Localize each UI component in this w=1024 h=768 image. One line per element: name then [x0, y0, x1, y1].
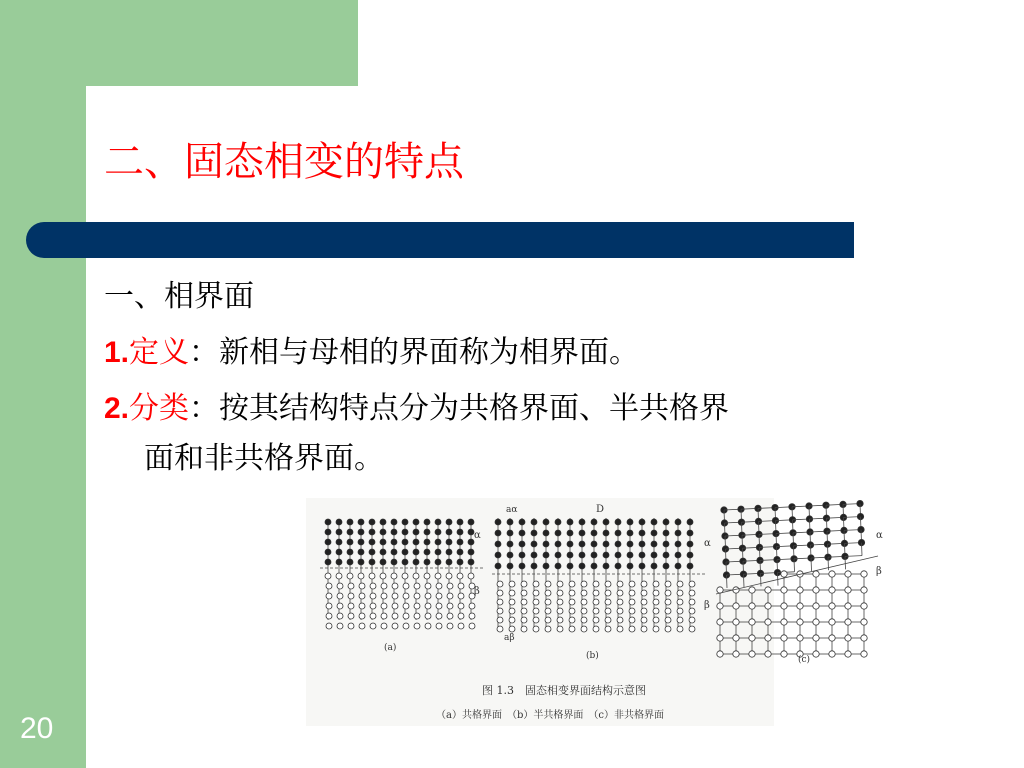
panel-label-c: (c) — [798, 655, 811, 665]
beta-label-a: β — [474, 586, 480, 597]
beta-label-c: β — [876, 566, 882, 577]
figure-subcaption: （a）共格界面 （b）半共格界面 （c）非共格界面 — [436, 710, 664, 721]
item-text: 按其结构特点分为共格界面、半共格界 — [219, 391, 730, 426]
item-colon: ： — [189, 335, 220, 370]
beta-label-b: β — [704, 600, 710, 611]
D-label: D — [596, 504, 605, 515]
alpha-label-a: α — [474, 530, 481, 541]
item-colon: ： — [189, 391, 220, 426]
alpha-label-b: α — [704, 538, 711, 549]
page-number: 20 — [20, 712, 54, 745]
item-label: 定义 — [129, 335, 190, 370]
a-beta-label: aβ — [504, 633, 515, 643]
item-label: 分类 — [129, 391, 190, 426]
panel-label-a: (a) — [384, 643, 397, 653]
left-green-band — [0, 0, 86, 768]
definition-line — [104, 335, 640, 370]
top-green-band — [0, 0, 358, 86]
section-heading: 一、相界面 — [104, 279, 254, 314]
item-number: 1. — [104, 336, 130, 369]
item-text: 新相与母相的界面称为相界面。 — [219, 335, 640, 370]
panel-label-b: (b) — [586, 651, 599, 661]
classification-line-cont: 面和非共格界面。 — [144, 441, 384, 476]
interface-structure-figure — [306, 498, 883, 726]
figure-caption: 图 1.3 固态相变界面结构示意图 — [482, 684, 646, 697]
alpha-label-c: α — [876, 530, 883, 541]
a-alpha-label: aα — [506, 505, 518, 515]
item-number: 2. — [104, 392, 130, 425]
classification-line — [104, 391, 730, 426]
slide-title: 二、固态相变的特点 — [104, 139, 464, 185]
title-underline-bar — [26, 222, 854, 258]
